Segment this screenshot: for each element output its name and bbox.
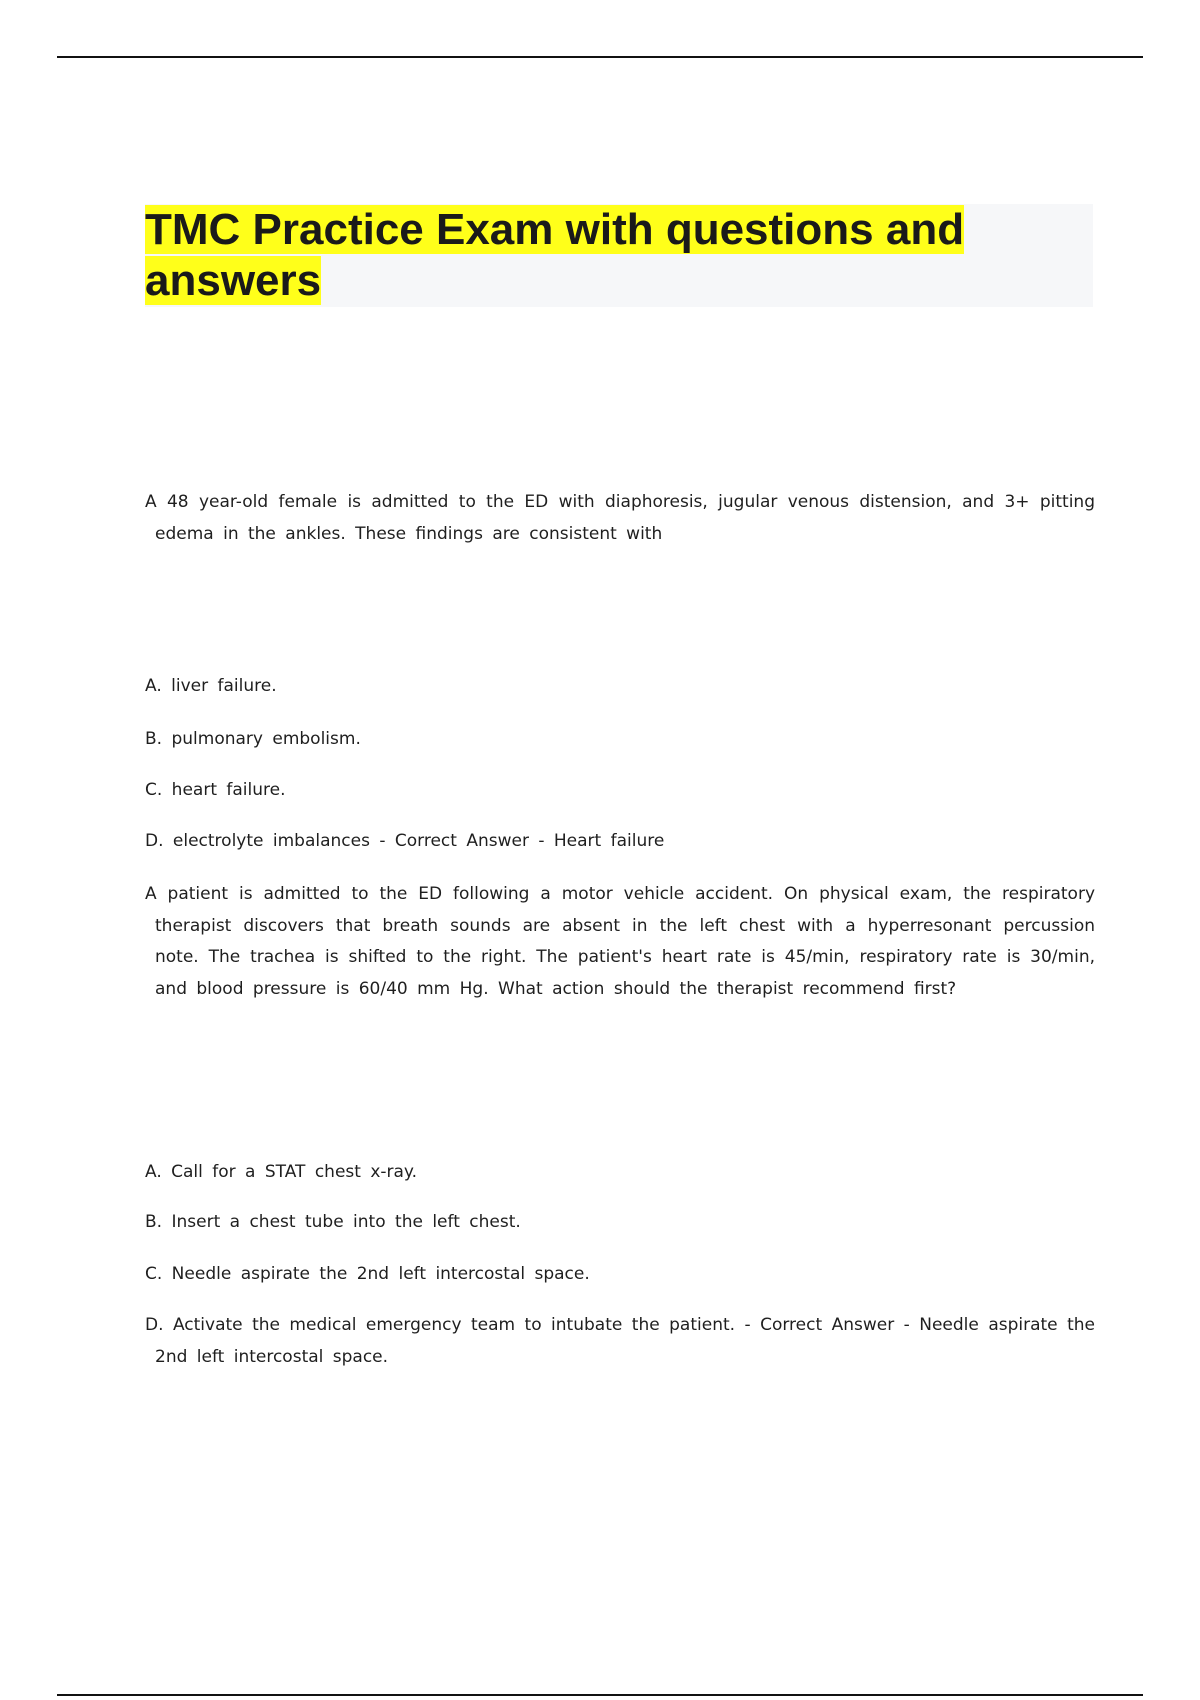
question-1-option-d: D. electrolyte imbalances - Correct Answer - Heart failure [145,831,665,851]
question-2-option-c: C. Needle aspirate the 2nd left intercostal space. [145,1264,590,1284]
question-2-option-d: D. Activate the medical emergency team to intubate the patient. - Correct Answer - Needle aspirate the 2nd left intercostal space. [145,1315,1095,1367]
question-1-option-b: B. pulmonary embolism. [145,729,361,749]
question-1-option-a: A. liver failure. [145,676,277,696]
question-2-prompt: A patient is admitted to the ED following a motor vehicle accident. On physical exam, the respiratory therapist discovers that breath sounds are absent in the left chest with a hyperresonant percussion note. The trachea is shifted to the right. The patient's heart rate is 45/min, respiratory rate is 30/min, and blood pressure is 60/40 mm Hg. What action should the therapist recommend first? [145,884,1095,999]
document-title [145,204,1045,306]
question-1-option-c: C. heart failure. [145,780,286,800]
title-highlight: TMC Practice Exam with questions and answers [145,205,965,305]
footer-rule [57,1694,1143,1696]
question-2-option-a: A. Call for a STAT chest x-ray. [145,1162,417,1182]
question-1-prompt: A 48 year-old female is admitted to the ED with diaphoresis, jugular venous distension, and 3+ pitting edema in the ankles. These findings are consistent with [145,492,1095,544]
header-rule [57,56,1143,58]
question-2-option-b: B. Insert a chest tube into the left chest. [145,1212,521,1232]
